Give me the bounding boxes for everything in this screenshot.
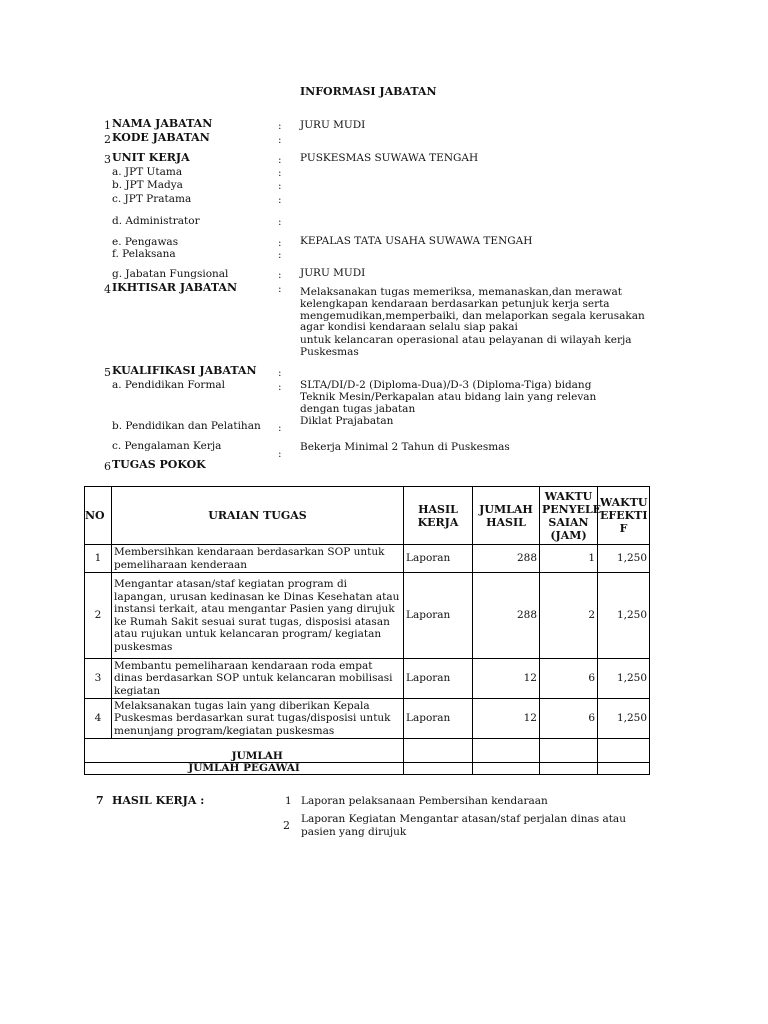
jabatan-fungsional-value: JURU MUDI	[300, 267, 366, 279]
pendidikan-formal-line: Teknik Mesin/Perkapalan atau bidang lain yang relevan	[300, 391, 597, 403]
row-hasil: Laporan	[404, 573, 473, 659]
ikhtisar-label: IKHTISAR JABATAN	[112, 281, 238, 294]
nama-jabatan-label: NAMA JABATAN	[112, 117, 213, 130]
row-hasil: Laporan	[404, 545, 473, 573]
header-waktu-efektif	[598, 487, 650, 545]
jabatan-fungsional-label: g. Jabatan Fungsional	[112, 268, 229, 280]
row-uraian: Membersihkan kendaraan berdasarkan SOP untuk pemeliharaan kenderaan	[112, 545, 404, 573]
ikhtisar-line: Melaksanakan tugas memeriksa, memanaskan,dan merawat	[300, 286, 622, 298]
pengawas-value: KEPALAS TATA USAHA SUWAWA TENGAH	[300, 235, 533, 247]
unit-kerja-value: PUSKESMAS SUWAWA TENGAH	[300, 152, 479, 164]
header-line: PENYELE	[542, 502, 602, 516]
jpt-utama-label: a. JPT Utama	[112, 166, 183, 178]
pengalaman-value: Bekerja Minimal 2 Tahun di Puskesmas	[300, 441, 510, 453]
header-jumlah-line: JUMLAH	[479, 502, 533, 516]
jumlah-pegawai-row	[85, 763, 650, 775]
header-jumlah-line: HASIL	[486, 515, 526, 529]
jumlah-spacer	[85, 739, 112, 763]
pendidikan-formal-line: dengan tugas jabatan	[300, 403, 416, 415]
colon: :	[278, 283, 282, 295]
row-uraian: Mengantar atasan/staf kegiatan program di lapangan, urusan kedinasan ke Dinas Kesehatan atau instansi terkait, atau mengantar Pasien yang dirujuk ke Rumah Sakit sesuai surat tugas, disposisi atasan atau rujukan untuk kelancaran program/ kegiatan puskesmas	[112, 573, 404, 659]
table-row	[85, 659, 650, 699]
pelaksana-label: f. Pelaksana	[112, 248, 176, 260]
colon: :	[278, 120, 282, 132]
nama-jabatan-value: JURU MUDI	[300, 119, 366, 131]
row-waktu: 1	[540, 545, 598, 573]
header-line: WAKTU	[544, 489, 593, 503]
jumlah-pegawai-cell	[540, 763, 598, 775]
colon: :	[278, 381, 282, 393]
row-hasil: Laporan	[404, 699, 473, 739]
colon: :	[278, 249, 282, 261]
header-line: EFEKTI	[600, 509, 648, 522]
table-row	[85, 699, 650, 739]
jumlah-pegawai-cell	[598, 763, 650, 775]
section-number: 4	[104, 283, 111, 296]
jumlah-cell	[473, 739, 540, 763]
jumlah-cell	[598, 739, 650, 763]
colon: :	[278, 367, 282, 379]
tugas-pokok-label: TUGAS POKOK	[112, 458, 206, 471]
row-waktu: 6	[540, 659, 598, 699]
row-no: 4	[85, 699, 112, 739]
colon: :	[278, 269, 282, 281]
administrator-label: d. Administrator	[112, 215, 200, 227]
row-jumlah: 288	[473, 573, 540, 659]
row-hasil: Laporan	[404, 659, 473, 699]
jpt-madya-label: b. JPT Madya	[112, 179, 183, 191]
row-no: 2	[85, 573, 112, 659]
colon: :	[278, 134, 282, 146]
hasil-item-text: Laporan pelaksanaan Pembersihan kendaraan	[301, 795, 548, 807]
row-efektif: 1,250	[598, 545, 650, 573]
section-number: 7	[96, 794, 104, 807]
row-efektif: 1,250	[598, 699, 650, 739]
header-waktu-penyelesaian	[540, 487, 602, 545]
hasil-item-number: 1	[285, 795, 292, 807]
hasil-item-number: 2	[283, 819, 290, 832]
pendidikan-pelatihan-value: Diklat Prajabatan	[300, 415, 394, 427]
pendidikan-formal-line: SLTA/DI/D-2 (Diploma-Dua)/D-3 (Diploma-Tiga) bidang	[300, 379, 592, 391]
pengawas-label: e. Pengawas	[112, 236, 179, 248]
header-line: F	[619, 522, 628, 535]
row-jumlah: 12	[473, 699, 540, 739]
jumlah-cell	[404, 739, 473, 763]
pendidikan-formal-label: a. Pendidikan Formal	[112, 379, 226, 391]
hasil-item-text: Laporan Kegiatan Mengantar atasan/staf perjalan dinas atau	[301, 813, 626, 825]
page-title: INFORMASI JABATAN	[300, 85, 437, 98]
hasil-kerja-label: HASIL KERJA :	[112, 794, 205, 807]
pendidikan-pelatihan-label: b. Pendidikan dan Pelatihan	[112, 420, 261, 432]
row-uraian: Melaksanakan tugas lain yang diberikan Kepala Puskesmas berdasarkan surat tugas/disposisi untuk menunjang program/kegiatan puskesmas	[112, 699, 404, 739]
colon: :	[278, 167, 282, 179]
ikhtisar-line: Puskesmas	[300, 346, 359, 358]
section-number: 2	[104, 133, 111, 146]
header-line: WAKTU	[600, 496, 648, 509]
jumlah-pegawai-label: JUMLAH PEGAWAI	[85, 763, 404, 775]
row-uraian: Membantu pemeliharaan kendaraan roda empat dinas berdasarkan SOP untuk kelancaran mobilisasi kegiatan	[112, 659, 404, 699]
header-hasil-line: KERJA	[417, 515, 459, 529]
table-row	[85, 545, 650, 573]
section-number: 6	[104, 460, 111, 473]
section-number: 1	[104, 119, 111, 132]
table-header-row	[85, 487, 650, 545]
row-waktu: 6	[540, 699, 598, 739]
jumlah-pegawai-cell	[473, 763, 540, 775]
header-hasil-line: HASIL	[418, 502, 458, 516]
pengalaman-label: c. Pengalaman Kerja	[112, 440, 222, 452]
ikhtisar-line: mengemudikan,memperbaiki, dan melaporkan segala kerusakan	[300, 310, 645, 322]
jumlah-cell	[540, 739, 598, 763]
table-row	[85, 573, 650, 659]
colon: :	[278, 194, 282, 206]
colon: :	[278, 154, 282, 166]
row-jumlah: 288	[473, 545, 540, 573]
unit-kerja-label: UNIT KERJA	[112, 151, 190, 164]
colon: :	[278, 422, 282, 434]
colon: :	[278, 448, 282, 460]
ikhtisar-line: untuk kelancaran operasional atau pelayanan di wilayah kerja	[300, 334, 632, 346]
colon: :	[278, 180, 282, 192]
jumlah-label: JUMLAH	[112, 739, 404, 763]
row-efektif: 1,250	[598, 573, 650, 659]
row-jumlah: 12	[473, 659, 540, 699]
row-efektif: 1,250	[598, 659, 650, 699]
header-hasil	[404, 487, 473, 545]
jumlah-pegawai-cell	[404, 763, 473, 775]
ikhtisar-line: agar kondisi kendaraan selalu siap pakai	[300, 321, 518, 333]
row-waktu: 2	[540, 573, 598, 659]
colon: :	[278, 237, 282, 249]
jpt-pratama-label: c. JPT Pratama	[112, 193, 192, 205]
row-no: 1	[85, 545, 112, 573]
section-number: 5	[104, 366, 111, 379]
ikhtisar-line: kelengkapan kendaraan berdasarkan petunjuk kerja serta	[300, 298, 610, 310]
header-uraian: URAIAN TUGAS	[112, 487, 404, 545]
header-no: NO	[85, 487, 112, 545]
section-number: 3	[104, 153, 111, 166]
tugas-table	[84, 486, 650, 775]
header-jumlah	[473, 487, 540, 545]
hasil-item-text: pasien yang dirujuk	[301, 826, 407, 838]
colon: :	[278, 216, 282, 228]
kode-jabatan-label: KODE JABATAN	[112, 131, 210, 144]
header-line: (JAM)	[550, 528, 587, 542]
pendidikan-formal-clip	[300, 401, 660, 415]
row-no: 3	[85, 659, 112, 699]
jumlah-row	[85, 739, 650, 763]
header-line: SAIAN	[548, 515, 589, 529]
kualifikasi-label: KUALIFIKASI JABATAN	[112, 364, 257, 377]
